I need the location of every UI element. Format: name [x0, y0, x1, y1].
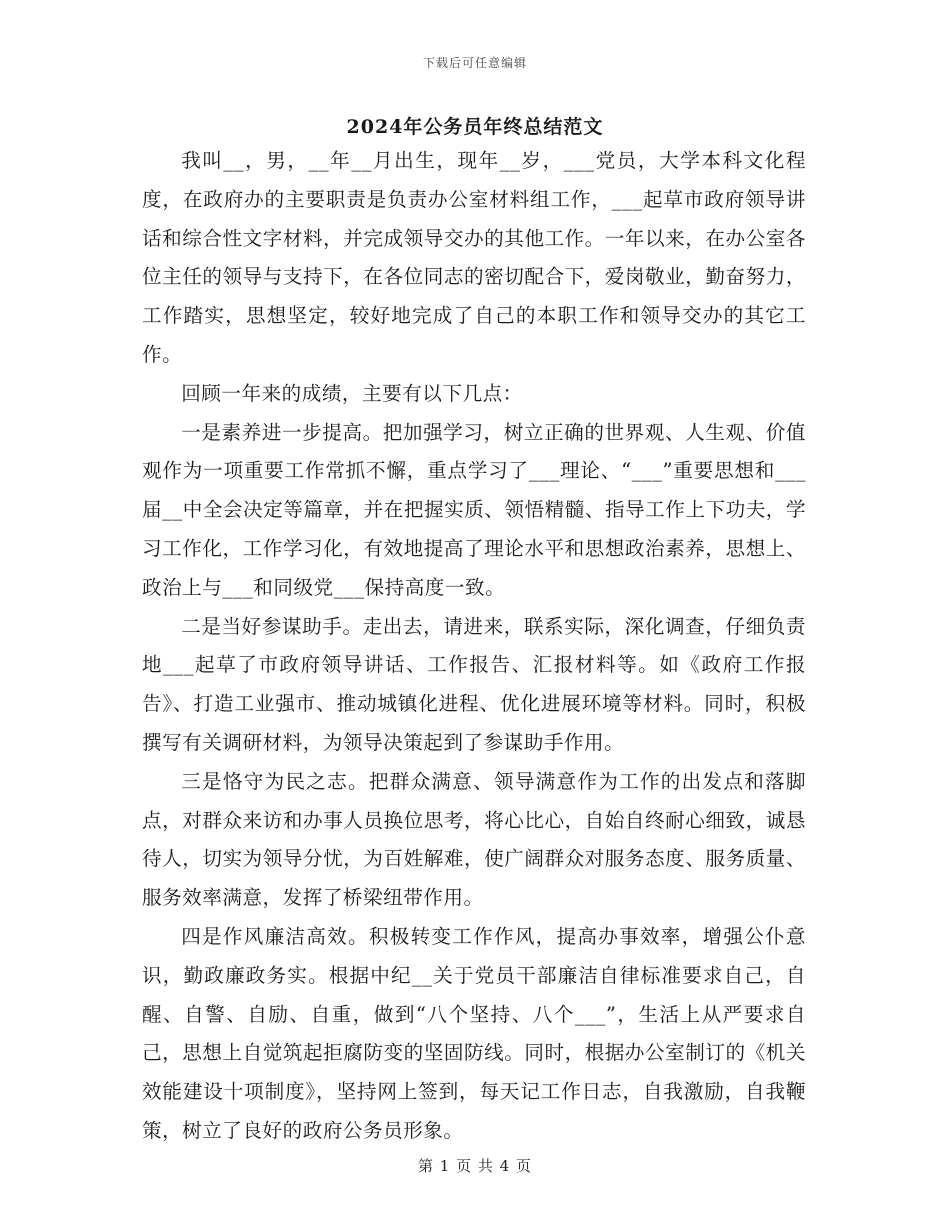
paragraph-point-2: 二是当好参谋助手。走出去，请进来，联系实际，深化调查，仔细负责地___起草了市政府领导讲话、工作报告、汇报材料等。如《政府工作报告》、打造工业强市、推动城镇化进程、优化进展环境等材料。同时，积极撰写有关调研材料，为领导决策起到了参谋助手作用。: [142, 614, 806, 754]
paragraph-point-3: 三是恪守为民之志。把群众满意、领导满意作为工作的出发点和落脚点，对群众来访和办事人员换位思考，将心比心，自始自终耐心细致，诚恳待人，切实为领导分忧，为百姓解难，使广阔群众对服务态度、服务质量、服务效率满意，发挥了桥梁纽带作用。: [142, 769, 806, 910]
paragraph-point-1: 一是素养进一步提高。把加强学习，树立正确的世界观、人生观、价值观作为一项重要工作常抓不懈，重点学习了___理论、“___”重要思想和___届__中全会决定等篇章，并在把握实质、领悟精髓、指导工作上下功夫，学习工作化，工作学习化，有效地提高了理论水平和思想政治素养，思想上、政治上与___和同级党___保持高度一致。: [142, 420, 806, 599]
page-number: 第 1 页 共 4 页: [418, 1157, 532, 1175]
paragraph-review: 回顾一年来的成绩，主要有以下几点：: [181, 381, 523, 405]
paragraph-intro: 我叫__，男，__年__月出生，现年__岁，___党员，大学本科文化程度，在政府办的主要职责是负责办公室材料组工作，___起草市政府领导讲话和综合性文字材料，并完成领导交办的其他工作。一年以来，在办公室各位主任的领导与支持下，在各位同志的密切配合下，爱岗敬业，勤奋努力，工作踏实，思想坚定，较好地完成了自己的本职工作和领导交办的其它工作。: [142, 149, 806, 366]
header-note: 下载后可任意编辑: [422, 56, 527, 70]
document-title: 2024年公务员年终总结范文: [346, 116, 604, 138]
document-body: [142, 142, 806, 1151]
paragraph-point-4: 四是作风廉洁高效。积极转变工作作风，提高办事效率，增强公仆意识，勤政廉政务实。根据中纪__关于党员干部廉洁自律标准要求自己，自醒、自警、自励、自重，做到“八个坚持、八个___”，生活上从严要求自己，思想上自觉筑起拒腐防变的坚固防线。同时，根据办公室制订的《机关效能建设十项制度》，坚持网上签到，每天记工作日志，自我激励，自我鞭策，树立了良好的政府公务员形象。: [142, 924, 806, 1142]
